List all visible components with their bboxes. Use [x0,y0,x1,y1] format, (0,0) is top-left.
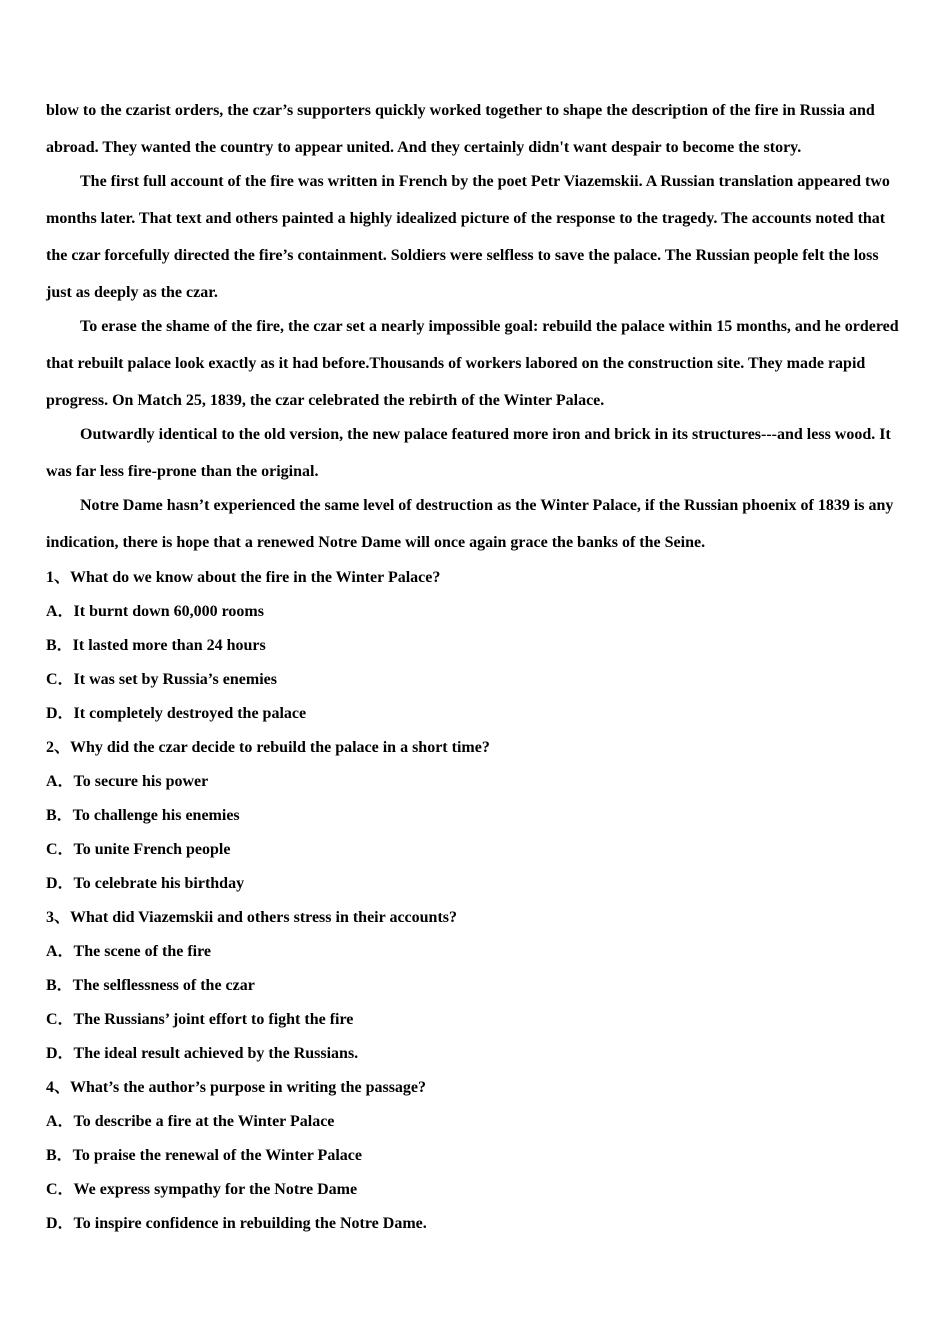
passage [46,92,904,561]
passage-paragraph-3: To erase the shame of the fire, the czar set a nearly impossible goal: rebuild the palace within 15 months, and he ordered that rebuilt palace look exactly as it had before.Thousands of workers labored on the construction site. They made rapid progress. On Match 25, 1839, the czar celebrated the rebirth of the Winter Palace. [46,318,899,409]
answer-option-b[interactable]: B．To praise the renewal of the Winter Palace [46,1147,362,1164]
question-4 [46,1071,904,1241]
answer-option-d[interactable]: D．To celebrate his birthday [46,875,245,892]
passage-paragraph-2: The first full account of the fire was written in French by the poet Petr Viazemskii. A Russian translation appeared two months later. That text and others painted a highly idealized picture of the response to the tragedy. The accounts noted that the czar forcefully directed the fire’s containment. Soldiers were selfless to save the palace. The Russian people felt the loss just as deeply as the czar. [46,173,890,301]
question-2 [46,731,904,901]
passage-paragraph-4: Outwardly identical to the old version, the new palace featured more iron and brick in its structures---and less wood. It was far less fire-prone than the original. [46,426,891,480]
answer-option-c[interactable]: C．The Russians’ joint effort to fight the fire [46,1011,354,1028]
answer-option-b[interactable]: B．It lasted more than 24 hours [46,637,266,654]
answer-option-b[interactable]: B．The selflessness of the czar [46,977,255,994]
passage-paragraph-5: Notre Dame hasn’t experienced the same level of destruction as the Winter Palace, if the Russian phoenix of 1839 is any indication, there is hope that a renewed Notre Dame will once again grace the banks of the Seine. [46,497,894,551]
answer-option-c[interactable]: C．It was set by Russia’s enemies [46,671,277,688]
answer-option-d[interactable]: D．To inspire confidence in rebuilding the Notre Dame. [46,1215,427,1232]
question-stem: 3、What did Viazemskii and others stress in their accounts? [46,909,457,926]
question-3 [46,901,904,1071]
answer-option-a[interactable]: A．The scene of the fire [46,943,212,960]
answer-option-a[interactable]: A．It burnt down 60,000 rooms [46,603,264,620]
document-page [46,92,904,1241]
answer-option-c[interactable]: C．To unite French people [46,841,231,858]
answer-option-c[interactable]: C．We express sympathy for the Notre Dame [46,1181,358,1198]
answer-option-a[interactable]: A．To secure his power [46,773,209,790]
answer-option-d[interactable]: D．It completely destroyed the palace [46,705,307,722]
answer-option-d[interactable]: D．The ideal result achieved by the Russians. [46,1045,359,1062]
question-stem: 2、Why did the czar decide to rebuild the palace in a short time? [46,739,490,756]
question-stem: 1、What do we know about the fire in the Winter Palace? [46,569,441,586]
answer-option-a[interactable]: A．To describe a fire at the Winter Palace [46,1113,335,1130]
question-stem: 4、What’s the author’s purpose in writing the passage? [46,1079,427,1096]
passage-paragraph-1: blow to the czarist orders, the czar’s supporters quickly worked together to shape the description of the fire in Russia and abroad. They wanted the country to appear united. And they certainly didn't want despair to become the story. [46,102,875,156]
answer-option-b[interactable]: B．To challenge his enemies [46,807,240,824]
question-1 [46,561,904,731]
